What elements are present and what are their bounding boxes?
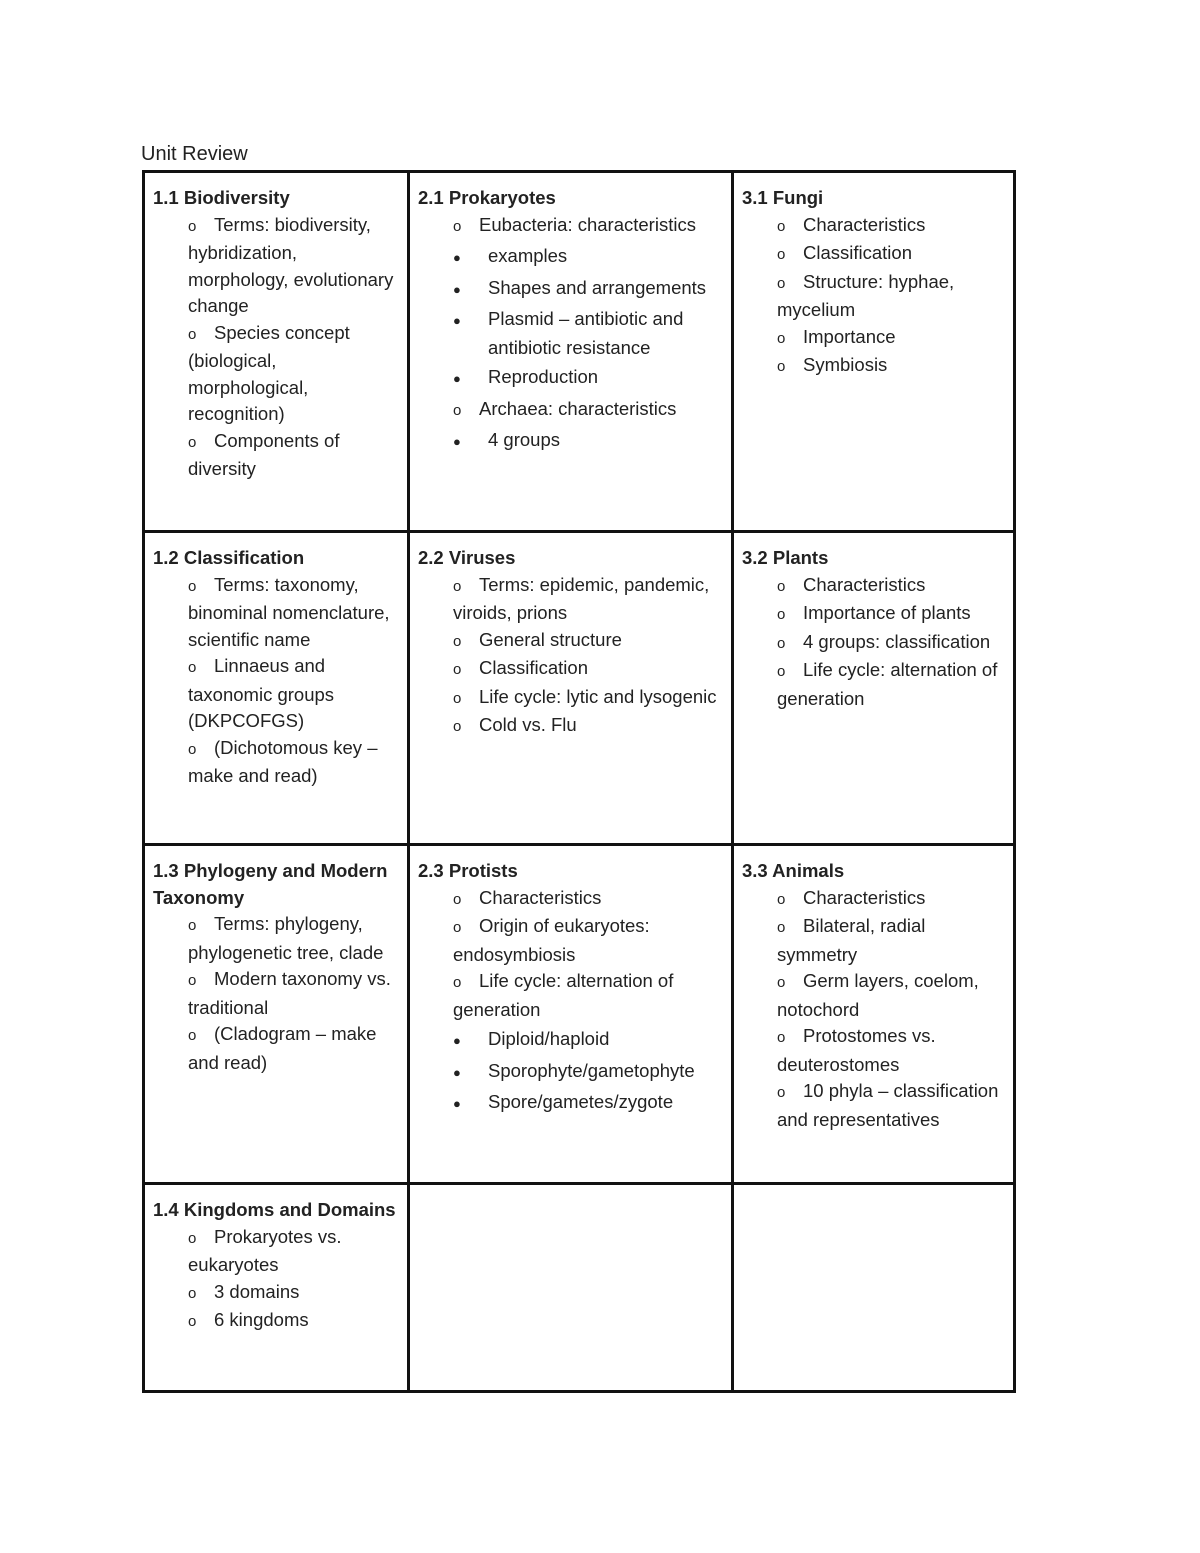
circle-bullet-icon: o bbox=[777, 606, 786, 623]
list-item bbox=[153, 911, 399, 966]
topic-cell bbox=[733, 172, 1015, 532]
list-item bbox=[418, 712, 723, 741]
list-item bbox=[418, 212, 723, 241]
circle-bullet-icon: o bbox=[453, 974, 462, 991]
sub-list-item bbox=[418, 1026, 723, 1055]
topic-heading: 2.3 Protists bbox=[418, 860, 518, 881]
list-item bbox=[742, 324, 1005, 353]
list-item bbox=[742, 657, 1005, 712]
list-item-text: Characteristics bbox=[479, 886, 602, 908]
circle-bullet-icon: o bbox=[453, 401, 462, 419]
list-item bbox=[742, 269, 1005, 324]
list-item bbox=[742, 240, 1005, 269]
circle-bullet-icon: o bbox=[453, 890, 462, 908]
circle-bullet-icon: o bbox=[777, 974, 786, 991]
list-item-text: 10 phyla – classification and representatives bbox=[777, 1080, 999, 1130]
list-item-text: Life cycle: alternation of generation bbox=[777, 659, 998, 709]
circle-bullet-icon: o bbox=[188, 433, 197, 451]
table-row bbox=[144, 532, 1015, 845]
circle-bullet-icon: o bbox=[188, 972, 197, 989]
circle-bullet-icon: o bbox=[188, 577, 197, 595]
list-item-text: Life cycle: lytic and lysogenic bbox=[479, 685, 717, 707]
circle-bullet-icon: o bbox=[777, 577, 786, 595]
circle-bullet-icon: o bbox=[453, 689, 462, 707]
list-item-text: Bilateral, radial symmetry bbox=[777, 915, 926, 965]
filled-bullet-icon: ● bbox=[453, 1033, 461, 1048]
circle-bullet-icon: o bbox=[188, 740, 197, 758]
list-item-text: Protostomes vs. deuterostomes bbox=[777, 1025, 936, 1075]
circle-bullet-icon: o bbox=[777, 246, 786, 263]
topic-cell bbox=[733, 532, 1015, 845]
sub-list-item-text: 4 groups bbox=[488, 429, 560, 450]
circle-bullet-icon: o bbox=[188, 325, 197, 343]
list-item-text: Prokaryotes vs. eukaryotes bbox=[188, 1225, 342, 1275]
list-item-text: Terms: epidemic, pandemic, viroids, prions bbox=[453, 573, 710, 623]
sub-list-item-text: Sporophyte/gametophyte bbox=[488, 1059, 695, 1081]
circle-bullet-icon: o bbox=[188, 917, 197, 934]
list-item bbox=[742, 572, 1005, 601]
list-item-text: 3 domains bbox=[214, 1280, 300, 1302]
list-item bbox=[153, 1307, 399, 1336]
list-item bbox=[418, 627, 723, 656]
circle-bullet-icon: o bbox=[777, 1084, 786, 1101]
document-title: Unit Review bbox=[141, 143, 248, 165]
topic-heading: 3.2 Plants bbox=[742, 547, 829, 568]
list-item-text: Importance of plants bbox=[803, 602, 971, 623]
list-item-text: Terms: biodiversity, hybridization, morphology, evolutionary change bbox=[188, 213, 394, 316]
list-item-text: Terms: taxonomy, binominal nomenclature, scientific name bbox=[188, 573, 390, 650]
table-row bbox=[144, 172, 1015, 532]
topic-heading: 2.1 Prokaryotes bbox=[418, 187, 556, 208]
sub-list-item-text: Reproduction bbox=[488, 366, 599, 387]
topic-cell bbox=[733, 1184, 1015, 1392]
sub-list-item bbox=[418, 306, 723, 361]
list-item-text: Germ layers, coelom, notochord bbox=[777, 970, 979, 1020]
list-item-text: Linnaeus and taxonomic groups (DKPCOFGS) bbox=[188, 655, 335, 731]
table-row bbox=[144, 1184, 1015, 1392]
circle-bullet-icon: o bbox=[777, 329, 786, 347]
circle-bullet-icon: o bbox=[188, 1027, 197, 1044]
sub-list-item bbox=[418, 1058, 723, 1087]
circle-bullet-icon: o bbox=[777, 890, 786, 908]
topic-heading: 3.1 Fungi bbox=[742, 187, 824, 208]
list-item bbox=[418, 396, 723, 425]
list-item bbox=[742, 352, 1005, 381]
list-item bbox=[153, 1021, 399, 1076]
circle-bullet-icon: o bbox=[453, 718, 462, 735]
list-item bbox=[418, 913, 723, 968]
circle-bullet-icon: o bbox=[777, 217, 786, 235]
circle-bullet-icon: o bbox=[777, 663, 786, 680]
sub-list-item bbox=[418, 243, 723, 272]
list-item-text: Species concept (biological, morphological, recognition) bbox=[188, 321, 350, 424]
topic-cell bbox=[409, 1184, 733, 1392]
circle-bullet-icon: o bbox=[188, 1229, 197, 1247]
list-item-text: Terms: phylogeny, phylogenetic tree, clade bbox=[188, 913, 384, 963]
circle-bullet-icon: o bbox=[777, 274, 786, 292]
list-item bbox=[153, 966, 399, 1021]
filled-bullet-icon: ● bbox=[453, 313, 461, 328]
topic-heading: 1.1 Biodiversity bbox=[153, 187, 290, 208]
unit-review-table bbox=[142, 170, 1016, 1393]
list-item bbox=[742, 600, 1005, 629]
topic-cell bbox=[144, 845, 409, 1184]
sub-list-item bbox=[418, 364, 723, 393]
topic-cell bbox=[409, 532, 733, 845]
list-item bbox=[153, 572, 399, 654]
list-item bbox=[418, 572, 723, 627]
list-item-text: Life cycle: alternation of generation bbox=[453, 970, 674, 1020]
list-item-text: 4 groups: classification bbox=[803, 630, 991, 652]
list-item-text: (Cladogram – make and read) bbox=[188, 1023, 377, 1073]
list-item bbox=[742, 1023, 1005, 1078]
circle-bullet-icon: o bbox=[453, 661, 462, 678]
circle-bullet-icon: o bbox=[453, 919, 462, 936]
topic-cell bbox=[733, 845, 1015, 1184]
circle-bullet-icon: o bbox=[453, 632, 462, 650]
list-item bbox=[418, 684, 723, 713]
list-item bbox=[153, 212, 399, 320]
circle-bullet-icon: o bbox=[188, 217, 197, 235]
list-item bbox=[742, 968, 1005, 1023]
topic-heading: 1.4 Kingdoms and Domains bbox=[153, 1199, 396, 1220]
circle-bullet-icon: o bbox=[777, 634, 786, 652]
list-item bbox=[153, 428, 399, 483]
topic-cell bbox=[409, 845, 733, 1184]
circle-bullet-icon: o bbox=[188, 1284, 197, 1302]
list-item bbox=[742, 913, 1005, 968]
circle-bullet-icon: o bbox=[777, 919, 786, 936]
topic-cell bbox=[144, 1184, 409, 1392]
sub-list-item-text: examples bbox=[488, 245, 568, 266]
list-item-text: Characteristics bbox=[803, 213, 926, 235]
sub-list-item-text: Diploid/haploid bbox=[488, 1028, 610, 1049]
filled-bullet-icon: ● bbox=[453, 371, 461, 386]
sub-list-item-text: Shapes and arrangements bbox=[488, 276, 707, 298]
circle-bullet-icon: o bbox=[188, 1313, 197, 1330]
list-item-text: Classification bbox=[803, 242, 912, 263]
list-item-text: Components of diversity bbox=[188, 429, 340, 479]
topic-heading: 2.2 Viruses bbox=[418, 547, 516, 568]
list-item-text: Structure: hyphae, mycelium bbox=[777, 270, 955, 320]
sub-list-item-text: Plasmid – antibiotic and antibiotic resistance bbox=[488, 308, 684, 358]
list-item-text: Archaea: characteristics bbox=[479, 397, 677, 419]
sub-list-item bbox=[418, 275, 723, 304]
circle-bullet-icon: o bbox=[453, 577, 462, 595]
filled-bullet-icon: ● bbox=[453, 281, 461, 297]
filled-bullet-icon: ● bbox=[453, 1064, 461, 1080]
list-item-text: Characteristics bbox=[803, 886, 926, 908]
list-item-text: Importance bbox=[803, 325, 896, 347]
list-item-text: Origin of eukaryotes: endosymbiosis bbox=[453, 915, 650, 965]
circle-bullet-icon: o bbox=[453, 217, 462, 235]
list-item-text: Eubacteria: characteristics bbox=[479, 213, 696, 235]
topic-cell bbox=[144, 172, 409, 532]
list-item bbox=[153, 735, 399, 790]
filled-bullet-icon: ● bbox=[453, 1096, 461, 1111]
list-item-text: Cold vs. Flu bbox=[479, 714, 577, 735]
list-item bbox=[153, 653, 399, 735]
list-item bbox=[153, 1224, 399, 1279]
list-item-text: General structure bbox=[479, 628, 622, 650]
list-item bbox=[418, 968, 723, 1023]
list-item-text: Modern taxonomy vs. traditional bbox=[188, 968, 391, 1018]
list-item bbox=[742, 212, 1005, 241]
sub-list-item-text: Spore/gametes/zygote bbox=[488, 1091, 674, 1112]
circle-bullet-icon: o bbox=[188, 659, 197, 676]
table-row bbox=[144, 845, 1015, 1184]
list-item bbox=[418, 885, 723, 914]
list-item bbox=[153, 320, 399, 428]
list-item-text: 6 kingdoms bbox=[214, 1309, 309, 1330]
list-item bbox=[418, 655, 723, 684]
filled-bullet-icon: ● bbox=[453, 434, 461, 449]
sub-list-item bbox=[418, 427, 723, 456]
filled-bullet-icon: ● bbox=[453, 250, 461, 265]
list-item-text: Symbiosis bbox=[803, 354, 888, 375]
topic-heading: 1.2 Classification bbox=[153, 547, 305, 568]
topic-heading: 1.3 Phylogeny and Modern Taxonomy bbox=[153, 860, 388, 908]
list-item bbox=[742, 885, 1005, 914]
topic-heading: 3.3 Animals bbox=[742, 860, 845, 881]
list-item-text: (Dichotomous key – make and read) bbox=[188, 736, 378, 786]
circle-bullet-icon: o bbox=[777, 358, 786, 375]
sub-list-item bbox=[418, 1089, 723, 1118]
list-item bbox=[742, 629, 1005, 658]
topic-cell bbox=[409, 172, 733, 532]
topic-cell bbox=[144, 532, 409, 845]
list-item bbox=[742, 1078, 1005, 1133]
circle-bullet-icon: o bbox=[777, 1029, 786, 1046]
list-item bbox=[153, 1279, 399, 1308]
list-item-text: Classification bbox=[479, 657, 588, 678]
list-item-text: Characteristics bbox=[803, 573, 926, 595]
